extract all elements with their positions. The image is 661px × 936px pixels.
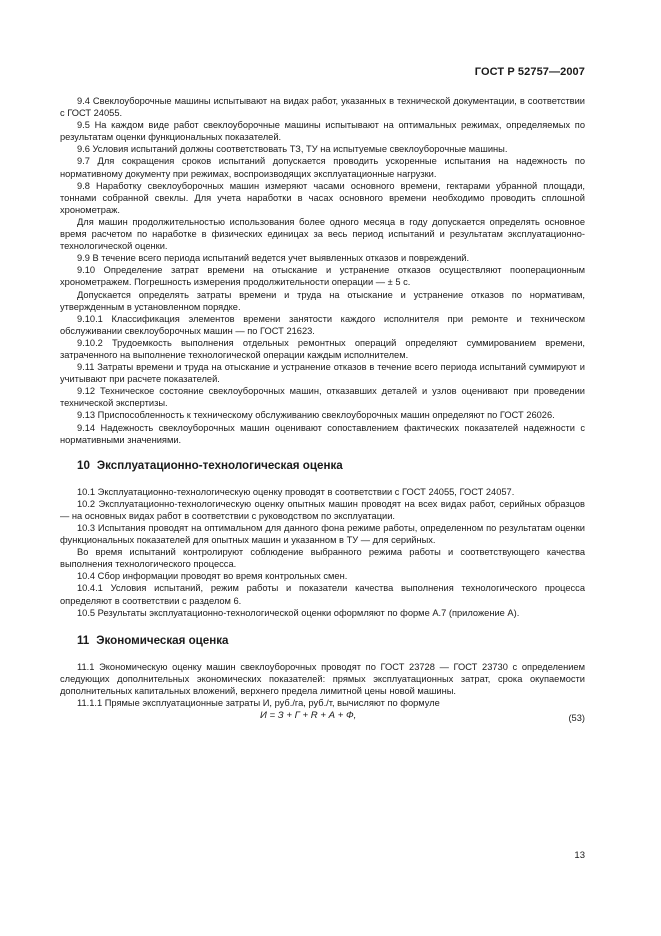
paragraph-9-7: 9.7 Для сокращения сроков испытаний допускается проводить ускоренные испытания на надежность по нормативному документу при режимах, воспроизводящих эксплуатационные нагрузки. (60, 156, 585, 179)
paragraph-11-1: 11.1 Экономическую оценку машин свеклоуборочных проводят по ГОСТ 23728 — ГОСТ 23730 с определением следующих дополнительных экономических показателей: прямых эксплуатационных затрат, срока окупаемости дополнительных капитальных вложений, верхнего предела лимитной цены новой машины. (60, 661, 585, 696)
paragraph-9-14: 9.14 Надежность свеклоуборочных машин оценивают сопоставлением фактических показателей надежности с нормативными значениями. (60, 422, 585, 445)
paragraph-10-4: 10.4 Сбор информации проводят во время контрольных смен. (77, 571, 348, 582)
paragraph-10-3-note: Во время испытаний контролируют соблюдение выбранного режима работы и соответствующего качества выполнения технологического процесса. (60, 547, 585, 570)
paragraph-9-10: 9.10 Определение затрат времени на отыскание и устранение отказов осуществляют пооперационным хронометражем. Погрешность измерения продолжительности операции — ± 5 с. (60, 265, 585, 288)
paragraph-9-8-note: Для машин продолжительностью использования более одного месяца в году допускается определять основное время расчетом по наработке в физических единицах за весь период испытаний и результатам эксплуатационно-технологической оценки. (60, 216, 585, 252)
formula-row (60, 709, 585, 724)
section-11-heading (60, 634, 585, 648)
page-content (60, 95, 585, 724)
section-10-number: 10 (77, 458, 90, 472)
section-11-title: Экономическая оценка (96, 633, 229, 647)
paragraph-10-5: 10.5 Результаты эксплуатационно-технологической оценки оформляют по форме А.7 (приложение А). (77, 607, 520, 618)
paragraph-9-12: 9.12 Техническое состояние свеклоуборочных машин, отказавших деталей и узлов оценивают при проведении технической экспертизы. (60, 386, 585, 409)
paragraph-9-13: 9.13 Приспособленность к техническому обслуживанию свеклоуборочных машин определяют по ГОСТ 26026. (77, 410, 555, 421)
standard-header: ГОСТ Р 52757—2007 (474, 66, 585, 78)
paragraph-9-6: 9.6 Условия испытаний должны соответствовать ТЗ, ТУ на испытуемые свеклоуборочные машины. (77, 144, 508, 155)
paragraph-9-9: 9.9 В течение всего периода испытаний ведется учет выявленных отказов и повреждений. (77, 253, 470, 264)
paragraph-9-8: 9.8 Наработку свеклоуборочных машин измеряют часами основного времени, гектарами убранной площади, тоннами собранной свеклы. Для учета наработки в часах основного времени необходимо проводить сплошной хронометраж. (60, 180, 585, 215)
paragraph-10-4-1: 10.4.1 Условия испытаний, режим работы и показатели качества выполнения технологического процесса определяют в соответствии с разделом 6. (60, 583, 585, 606)
paragraph-11-1-1: 11.1.1 Прямые эксплуатационные затраты И, руб./га, руб./т, вычисляют по формуле (77, 698, 440, 709)
paragraph-9-5: 9.5 На каждом виде работ свеклоуборочные машины испытывают на оптимальных режимах, определяемых по результатам оценки функциональных показателей. (60, 120, 585, 143)
section-10-title: Эксплуатационно-технологическая оценка (96, 458, 343, 472)
paragraph-10-1: 10.1 Эксплуатационно-технологическую оценку проводят в соответствии с ГОСТ 24055, ГОСТ 24057. (77, 486, 515, 497)
section-11-number: 11 (77, 633, 90, 647)
paragraph-9-10-note: Допускается определять затраты времени и труда на отыскание и устранение отказов по нормативам, утвержденным в установленном порядке. (60, 289, 585, 312)
cost-formula: И = З + Г + R + А + Ф, (260, 710, 357, 722)
paragraph-10-2: 10.2 Эксплуатационно-технологическую оценку опытных машин проводят на всех видах работ, серийных образцов — на основных видах работ в соответствии с руководством по эксплуатации. (60, 498, 585, 521)
paragraph-9-4: 9.4 Свеклоуборочные машины испытывают на видах работ, указанных в технической документации, в соответствии с ГОСТ 24055. (60, 96, 585, 119)
paragraph-10-3: 10.3 Испытания проводят на оптимальном для данного фона режиме работы, определенном по результатам оценки функциональных показателей для опытных машин и указанном в ТУ — для серийных. (60, 523, 585, 546)
equation-number: (53) (568, 713, 585, 724)
paragraph-9-10-1: 9.10.1 Классификация элементов времени занятости каждого исполнителя при ремонте и техническом обслуживании свеклоуборочных машин — по ГОСТ 21623. (60, 313, 585, 336)
paragraph-9-11: 9.11 Затраты времени и труда на отыскание и устранение отказов в течение всего периода испытаний суммируют и учитывают при расчете показателей. (60, 362, 585, 385)
section-10-heading (60, 459, 585, 473)
page-number: 13 (574, 850, 585, 861)
paragraph-9-10-2: 9.10.2 Трудоемкость выполнения отдельных ремонтных операций определяют суммированием времени, затраченного на выполнение технологической операции каждым исполнителем. (60, 337, 585, 360)
